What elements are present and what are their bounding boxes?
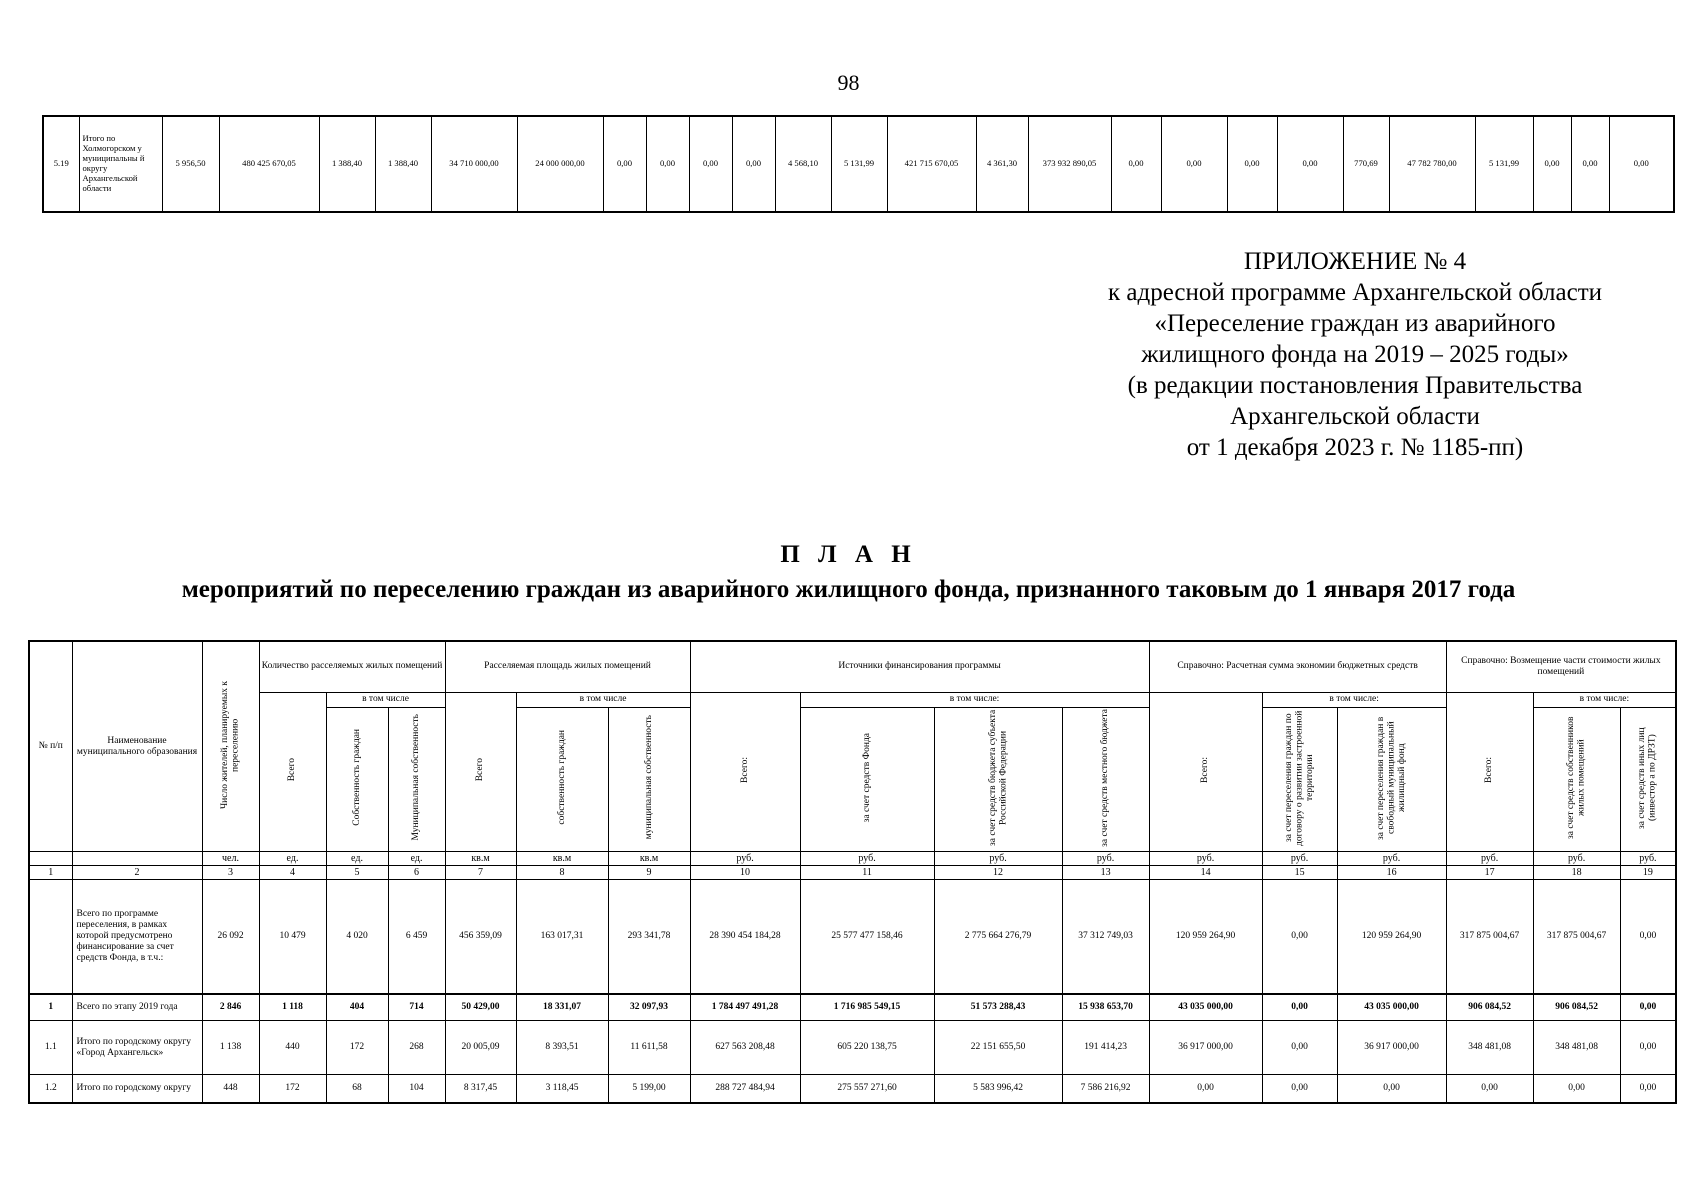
table-row: [29, 1075, 1676, 1103]
cell: Всего по программе переселения, в рамках которой предусмотрено финансирование за счет средств Фонда, в т.ч.:: [72, 880, 202, 994]
cell: 28 390 454 184,28: [690, 880, 800, 994]
cell: [29, 880, 72, 994]
column-number: 18: [1533, 866, 1620, 880]
cell: 906 084,52: [1446, 994, 1533, 1021]
unit-cell: руб.: [1262, 852, 1337, 866]
cell: 0,00: [603, 116, 646, 212]
cell: 18 331,07: [516, 994, 608, 1021]
cell: 0,00: [1620, 994, 1676, 1021]
cell: 0,00: [1609, 116, 1674, 212]
cell: 10 479: [259, 880, 326, 994]
cell: 120 959 264,90: [1337, 880, 1446, 994]
column-number: 19: [1620, 866, 1676, 880]
cell: 2 846: [202, 994, 259, 1021]
column-number: 7: [445, 866, 516, 880]
header-col-8: собственность граждан: [516, 707, 608, 852]
cell: Итого по Холмогорском у муниципальны й округу Архангельской области: [79, 116, 162, 212]
header-col-15: за счет переселения граждан по договору о развитии застроенной территории: [1262, 707, 1337, 852]
cell: 5.19: [43, 116, 79, 212]
cell: 37 312 749,03: [1062, 880, 1149, 994]
cell: 5 956,50: [162, 116, 219, 212]
appendix-line: жилищного фонда на 2019 – 2025 годы»: [1141, 341, 1569, 368]
header-col-5: Собственность граждан: [326, 707, 388, 852]
cell: 104: [388, 1075, 445, 1103]
cell: 1.2: [29, 1075, 72, 1103]
column-number: 5: [326, 866, 388, 880]
cell: Итого по городскому округу: [72, 1075, 202, 1103]
cell: 0,00: [1533, 116, 1571, 212]
cell: 421 715 670,05: [887, 116, 976, 212]
cell: 1.1: [29, 1021, 72, 1075]
cell: 2 775 664 276,79: [934, 880, 1062, 994]
unit-cell: руб.: [1533, 852, 1620, 866]
header-area-group: Расселяемая площадь жилых помещений: [445, 641, 690, 692]
cell: 68: [326, 1075, 388, 1103]
appendix-line: ПРИЛОЖЕНИЕ № 4: [1243, 248, 1467, 275]
cell: 36 917 000,00: [1149, 1021, 1262, 1075]
cell: 268: [388, 1021, 445, 1075]
appendix-line: (в редакции постановления Правительства: [1127, 372, 1583, 399]
cell: 0,00: [1446, 1075, 1533, 1103]
header-rooms-total: Всего: [259, 692, 326, 852]
column-number: 17: [1446, 866, 1533, 880]
header-col-9: муниципальная собственность: [608, 707, 690, 852]
header-col-6: Муниципальная собственность: [388, 707, 445, 852]
cell: 7 586 216,92: [1062, 1075, 1149, 1103]
unit-cell: кв.м: [445, 852, 516, 866]
appendix-line: к адресной программе Архангельской области: [1107, 279, 1603, 306]
cell: 1: [29, 994, 72, 1021]
cell: 8 317,45: [445, 1075, 516, 1103]
column-number: 16: [1337, 866, 1446, 880]
cell: 8 393,51: [516, 1021, 608, 1075]
cell: 6 459: [388, 880, 445, 994]
cell: 172: [326, 1021, 388, 1075]
cell: 5 131,99: [831, 116, 887, 212]
column-number: 4: [259, 866, 326, 880]
table-row: [43, 116, 1674, 212]
cell: 0,00: [689, 116, 732, 212]
unit-cell: руб.: [1337, 852, 1446, 866]
header-rooms-group: Количество расселяемых жилых помещений: [259, 641, 445, 692]
plan-title: П Л А Н: [780, 541, 917, 568]
unit-cell: руб.: [934, 852, 1062, 866]
table-row: [29, 880, 1676, 994]
header-compensation-group: Справочно: Возмещение части стоимости жилых помещений: [1446, 641, 1676, 692]
units-row: [29, 852, 1676, 866]
header-comp-incl: в том числе:: [1533, 692, 1676, 707]
cell: 1 716 985 549,15: [800, 994, 934, 1021]
cell: Всего по этапу 2019 года: [72, 994, 202, 1021]
cell: 1 388,40: [319, 116, 375, 212]
cell: 32 097,93: [608, 994, 690, 1021]
header-col-12: за счет средств бюджета субъекта Российской Федерации: [934, 707, 1062, 852]
column-number: 13: [1062, 866, 1149, 880]
cell: 120 959 264,90: [1149, 880, 1262, 994]
unit-cell: руб.: [1446, 852, 1533, 866]
header-econ-incl: в том числе:: [1262, 692, 1446, 707]
cell: 0,00: [1620, 1021, 1676, 1075]
column-number: 10: [690, 866, 800, 880]
cell: 1 388,40: [375, 116, 431, 212]
cell: 0,00: [646, 116, 689, 212]
cell: 43 035 000,00: [1337, 994, 1446, 1021]
header-rooms-incl: в том числе: [326, 692, 445, 707]
cell: 275 557 271,60: [800, 1075, 934, 1103]
cell: 714: [388, 994, 445, 1021]
unit-cell: руб.: [690, 852, 800, 866]
cell: 0,00: [1262, 1021, 1337, 1075]
cell: 50 429,00: [445, 994, 516, 1021]
cell: 22 151 655,50: [934, 1021, 1062, 1075]
table-row: [29, 994, 1676, 1021]
unit-cell: руб.: [1620, 852, 1676, 866]
cell: 627 563 208,48: [690, 1021, 800, 1075]
cell: 25 577 477 158,46: [800, 880, 934, 994]
unit-cell: кв.м: [516, 852, 608, 866]
cell: 0,00: [1277, 116, 1343, 212]
header-economy-group: Справочно: Расчетная сумма экономии бюджетных средств: [1149, 641, 1446, 692]
column-number: 12: [934, 866, 1062, 880]
cell: 26 092: [202, 880, 259, 994]
header-col-19: за счет средств иных лиц (инвестор а по ДРЗТ): [1620, 707, 1676, 852]
cell: 0,00: [1533, 1075, 1620, 1103]
cell: 11 611,58: [608, 1021, 690, 1075]
column-number: 3: [202, 866, 259, 880]
cell: 1 784 497 491,28: [690, 994, 800, 1021]
header-fin-total: Всего:: [690, 692, 800, 852]
cell: 0,00: [1571, 116, 1609, 212]
unit-cell: ед.: [326, 852, 388, 866]
cell: 348 481,08: [1533, 1021, 1620, 1075]
cell: 293 341,78: [608, 880, 690, 994]
cell: Итого по городскому округу «Город Архангельск»: [72, 1021, 202, 1075]
cell: 0,00: [1620, 1075, 1676, 1103]
cell: 456 359,09: [445, 880, 516, 994]
cell: 5 131,99: [1475, 116, 1533, 212]
cell: 43 035 000,00: [1149, 994, 1262, 1021]
appendix-line: «Переселение граждан из аварийного: [1154, 310, 1556, 337]
plan-subtitle: мероприятий по переселению граждан из аварийного жилищного фонда, признанного таковым до 1 января 2017 года: [181, 576, 1516, 603]
header-row: [29, 641, 1676, 692]
header-col-11: за счет средств Фонда: [800, 707, 934, 852]
cell: 317 875 004,67: [1533, 880, 1620, 994]
header-number: № п/п: [29, 641, 72, 852]
cell: 0,00: [1111, 116, 1161, 212]
header-area-incl: в том числе: [516, 692, 690, 707]
unit-cell: [29, 852, 72, 866]
header-col-13: за счет средств местного бюджета: [1062, 707, 1149, 852]
cell: 36 917 000,00: [1337, 1021, 1446, 1075]
cell: 440: [259, 1021, 326, 1075]
cell: 0,00: [1149, 1075, 1262, 1103]
header-row: [29, 692, 1676, 707]
cell: 770,69: [1343, 116, 1389, 212]
cell: 0,00: [1337, 1075, 1446, 1103]
header-residents: Число жителей, планируемых к переселению: [202, 641, 259, 852]
cell: 0,00: [1620, 880, 1676, 994]
unit-cell: кв.м: [608, 852, 690, 866]
unit-cell: чел.: [202, 852, 259, 866]
cell: 0,00: [732, 116, 775, 212]
cell: 0,00: [1161, 116, 1227, 212]
header-financing-group: Источники финансирования программы: [690, 641, 1149, 692]
column-number: 8: [516, 866, 608, 880]
unit-cell: ед.: [388, 852, 445, 866]
column-number: 11: [800, 866, 934, 880]
cell: 191 414,23: [1062, 1021, 1149, 1075]
appendix-line: Архангельской области: [1230, 403, 1480, 430]
cell: 0,00: [1227, 116, 1277, 212]
cell: 20 005,09: [445, 1021, 516, 1075]
column-number: 1: [29, 866, 72, 880]
cell: 5 199,00: [608, 1075, 690, 1103]
cell: 317 875 004,67: [1446, 880, 1533, 994]
cell: 0,00: [1262, 880, 1337, 994]
column-number: 2: [72, 866, 202, 880]
appendix-heading: [1035, 246, 1675, 463]
column-numbers-row: [29, 866, 1676, 880]
cell: 288 727 484,94: [690, 1075, 800, 1103]
header-col-18: за счет средств собственников жилых помещений: [1533, 707, 1620, 852]
unit-cell: ед.: [259, 852, 326, 866]
cell: 404: [326, 994, 388, 1021]
unit-cell: руб.: [800, 852, 934, 866]
header-col-16: за счет переселения граждан в свободный муниципальный жилищный фонд: [1337, 707, 1446, 852]
cell: 4 361,30: [976, 116, 1028, 212]
cell: 448: [202, 1075, 259, 1103]
column-number: 15: [1262, 866, 1337, 880]
cell: 4 020: [326, 880, 388, 994]
previous-page-table: [42, 115, 1675, 213]
cell: 1 118: [259, 994, 326, 1021]
cell: 906 084,52: [1533, 994, 1620, 1021]
cell: 34 710 000,00: [431, 116, 517, 212]
cell: 47 782 780,00: [1389, 116, 1475, 212]
unit-cell: [72, 852, 202, 866]
cell: 4 568,10: [775, 116, 831, 212]
cell: 172: [259, 1075, 326, 1103]
table-row: [29, 1021, 1676, 1075]
header-area-total: Всего: [445, 692, 516, 852]
cell: 480 425 670,05: [219, 116, 319, 212]
cell: 373 932 890,05: [1028, 116, 1111, 212]
cell: 5 583 996,42: [934, 1075, 1062, 1103]
plan-table: [28, 640, 1677, 1104]
cell: 3 118,45: [516, 1075, 608, 1103]
cell: 163 017,31: [516, 880, 608, 994]
cell: 51 573 288,43: [934, 994, 1062, 1021]
column-number: 6: [388, 866, 445, 880]
cell: 348 481,08: [1446, 1021, 1533, 1075]
header-fin-incl: в том числе:: [800, 692, 1149, 707]
cell: 24 000 000,00: [517, 116, 603, 212]
cell: 1 138: [202, 1021, 259, 1075]
appendix-line: от 1 декабря 2023 г. № 1185-пп): [1186, 434, 1524, 461]
cell: 0,00: [1262, 994, 1337, 1021]
column-number: 14: [1149, 866, 1262, 880]
unit-cell: руб.: [1149, 852, 1262, 866]
cell: 15 938 653,70: [1062, 994, 1149, 1021]
header-comp-total: Всего:: [1446, 692, 1533, 852]
header-econ-total: Всего:: [1149, 692, 1262, 852]
page-number: 98: [837, 70, 860, 95]
header-name: Наименование муниципального образования: [72, 641, 202, 852]
column-number: 9: [608, 866, 690, 880]
unit-cell: руб.: [1062, 852, 1149, 866]
cell: 605 220 138,75: [800, 1021, 934, 1075]
cell: 0,00: [1262, 1075, 1337, 1103]
